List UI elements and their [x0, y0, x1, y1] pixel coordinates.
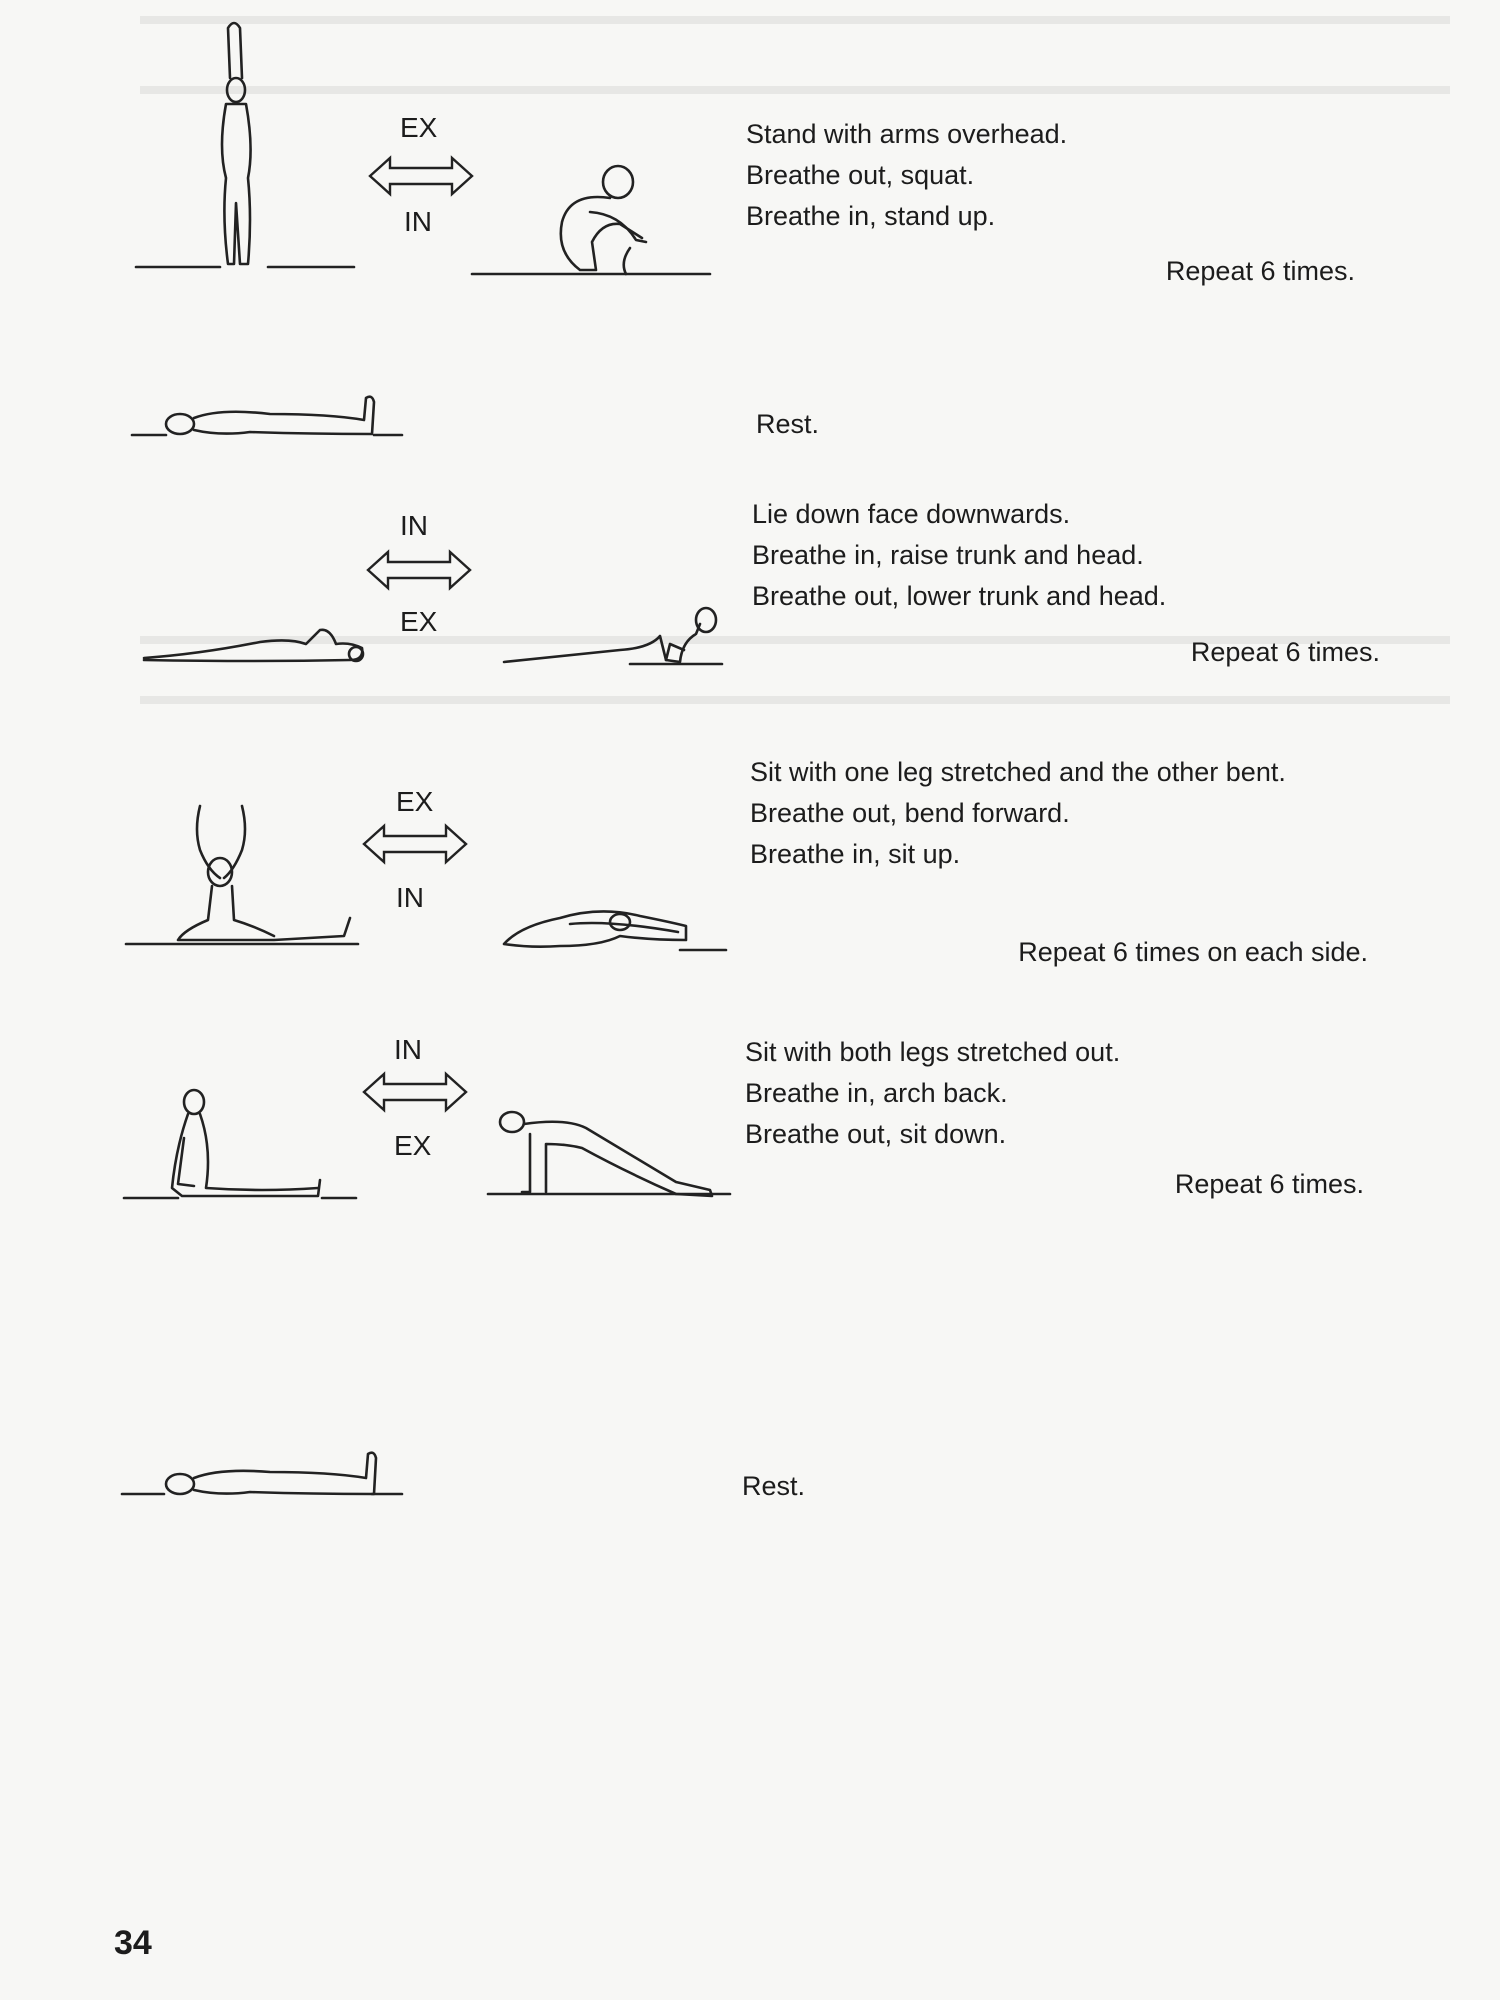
- exercise-1-repeat: Repeat 6 times.: [1165, 256, 1355, 286]
- arrow-label-top: IN: [400, 510, 428, 541]
- rest-1-label: Rest.: [756, 409, 820, 439]
- exercise-4-line-2: Breathe in, arch back.: [745, 1078, 1008, 1108]
- exercise-2-line-1: Lie down face downwards.: [752, 499, 1071, 529]
- exercise-4-repeat: Repeat 6 times.: [1174, 1169, 1364, 1199]
- rest-2-label: Rest.: [742, 1471, 806, 1501]
- arrow-label-top: IN: [394, 1034, 422, 1065]
- page-number: 34: [114, 1924, 152, 1962]
- arrow-label-top: EX: [396, 786, 434, 817]
- exercise-1-line-3: Breathe in, stand up.: [746, 201, 996, 231]
- seated-arms-raised-figure: [124, 790, 364, 950]
- arched-back-figure: [486, 1104, 736, 1204]
- arrow-label-bottom: EX: [394, 1130, 432, 1161]
- exercise-3-line-3: Breathe in, sit up.: [750, 839, 961, 869]
- seated-legs-stretched-figure: [122, 1088, 362, 1208]
- exercise-2-repeat: Repeat 6 times.: [1190, 637, 1380, 667]
- exercise-3-repeat: Repeat 6 times on each side.: [1018, 937, 1368, 967]
- raised-trunk-figure: [500, 606, 730, 670]
- exercise-2-line-2: Breathe in, raise trunk and head.: [752, 540, 1144, 570]
- breathing-arrow-1: [366, 152, 476, 200]
- squatting-figure: [470, 162, 720, 282]
- exercise-4-line-3: Breathe out, sit down.: [745, 1119, 1007, 1149]
- seated-forward-bend-figure: [490, 896, 730, 956]
- breathing-arrow-3: [360, 820, 470, 868]
- arrow-label-top: EX: [400, 112, 438, 143]
- exercise-2-line-3: Breathe out, lower trunk and head.: [752, 581, 1167, 611]
- exercise-3-line-1: Sit with one leg stretched and the other bent.: [750, 757, 1286, 787]
- lying-rest-figure: [130, 392, 405, 442]
- arrow-label-bottom: EX: [400, 606, 438, 637]
- exercise-1-line-2: Breathe out, squat.: [746, 160, 975, 190]
- prone-lying-figure: [140, 624, 370, 664]
- exercise-3-line-2: Breathe out, bend forward.: [750, 798, 1070, 828]
- arrow-label-bottom: IN: [396, 882, 424, 913]
- lying-rest-figure: [120, 1448, 405, 1502]
- breathing-arrow-4: [360, 1068, 470, 1116]
- exercise-1-line-1: Stand with arms overhead.: [746, 119, 1068, 149]
- breathing-arrow-2: [364, 546, 474, 594]
- standing-arms-overhead-figure: [130, 18, 360, 273]
- exercise-4-line-1: Sit with both legs stretched out.: [745, 1037, 1121, 1067]
- arrow-label-bottom: IN: [404, 206, 432, 237]
